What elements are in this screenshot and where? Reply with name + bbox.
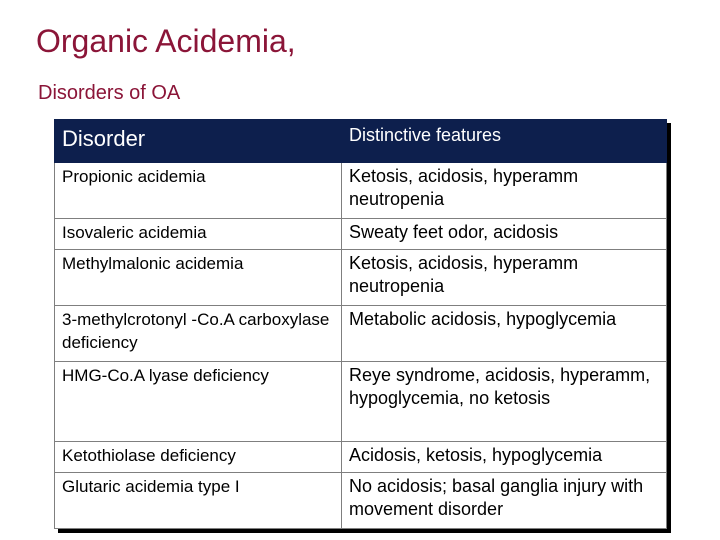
disorders-table-container bbox=[54, 119, 666, 522]
disorder-cell: Ketothiolase deficiency bbox=[55, 442, 342, 473]
disorder-cell: Isovaleric acidemia bbox=[55, 219, 342, 250]
features-cell: Sweaty feet odor, acidosis bbox=[342, 219, 667, 250]
table-row bbox=[55, 250, 667, 306]
table-row bbox=[55, 163, 667, 219]
table-header-row bbox=[55, 120, 667, 163]
features-cell: Ketosis, acidosis, hyperamm neutropenia bbox=[342, 163, 667, 219]
header-distinctive-features: Distinctive features bbox=[342, 120, 667, 163]
features-cell: Reye syndrome, acidosis, hyperamm, hypoglycemia, no ketosis bbox=[342, 362, 667, 442]
disorder-cell: Propionic acidemia bbox=[55, 163, 342, 219]
table-row bbox=[55, 473, 667, 529]
disorder-cell: Methylmalonic acidemia bbox=[55, 250, 342, 306]
table-row bbox=[55, 219, 667, 250]
features-cell: Ketosis, acidosis, hyperamm neutropenia bbox=[342, 250, 667, 306]
features-cell: Acidosis, ketosis, hypoglycemia bbox=[342, 442, 667, 473]
slide-subtitle: Disorders of OA bbox=[38, 82, 181, 104]
slide-title: Organic Acidemia, bbox=[36, 23, 296, 59]
disorder-cell: HMG-Co.A lyase deficiency bbox=[55, 362, 342, 442]
disorder-cell: Glutaric acidemia type I bbox=[55, 473, 342, 529]
disorder-cell: 3-methylcrotonyl -Co.A carboxylase deficiency bbox=[55, 306, 342, 362]
features-cell: Metabolic acidosis, hypoglycemia bbox=[342, 306, 667, 362]
features-cell: No acidosis; basal ganglia injury with movement disorder bbox=[342, 473, 667, 529]
table-row bbox=[55, 306, 667, 362]
table-row bbox=[55, 442, 667, 473]
disorders-table bbox=[54, 119, 667, 529]
table-row bbox=[55, 362, 667, 442]
header-disorder: Disorder bbox=[55, 120, 342, 163]
